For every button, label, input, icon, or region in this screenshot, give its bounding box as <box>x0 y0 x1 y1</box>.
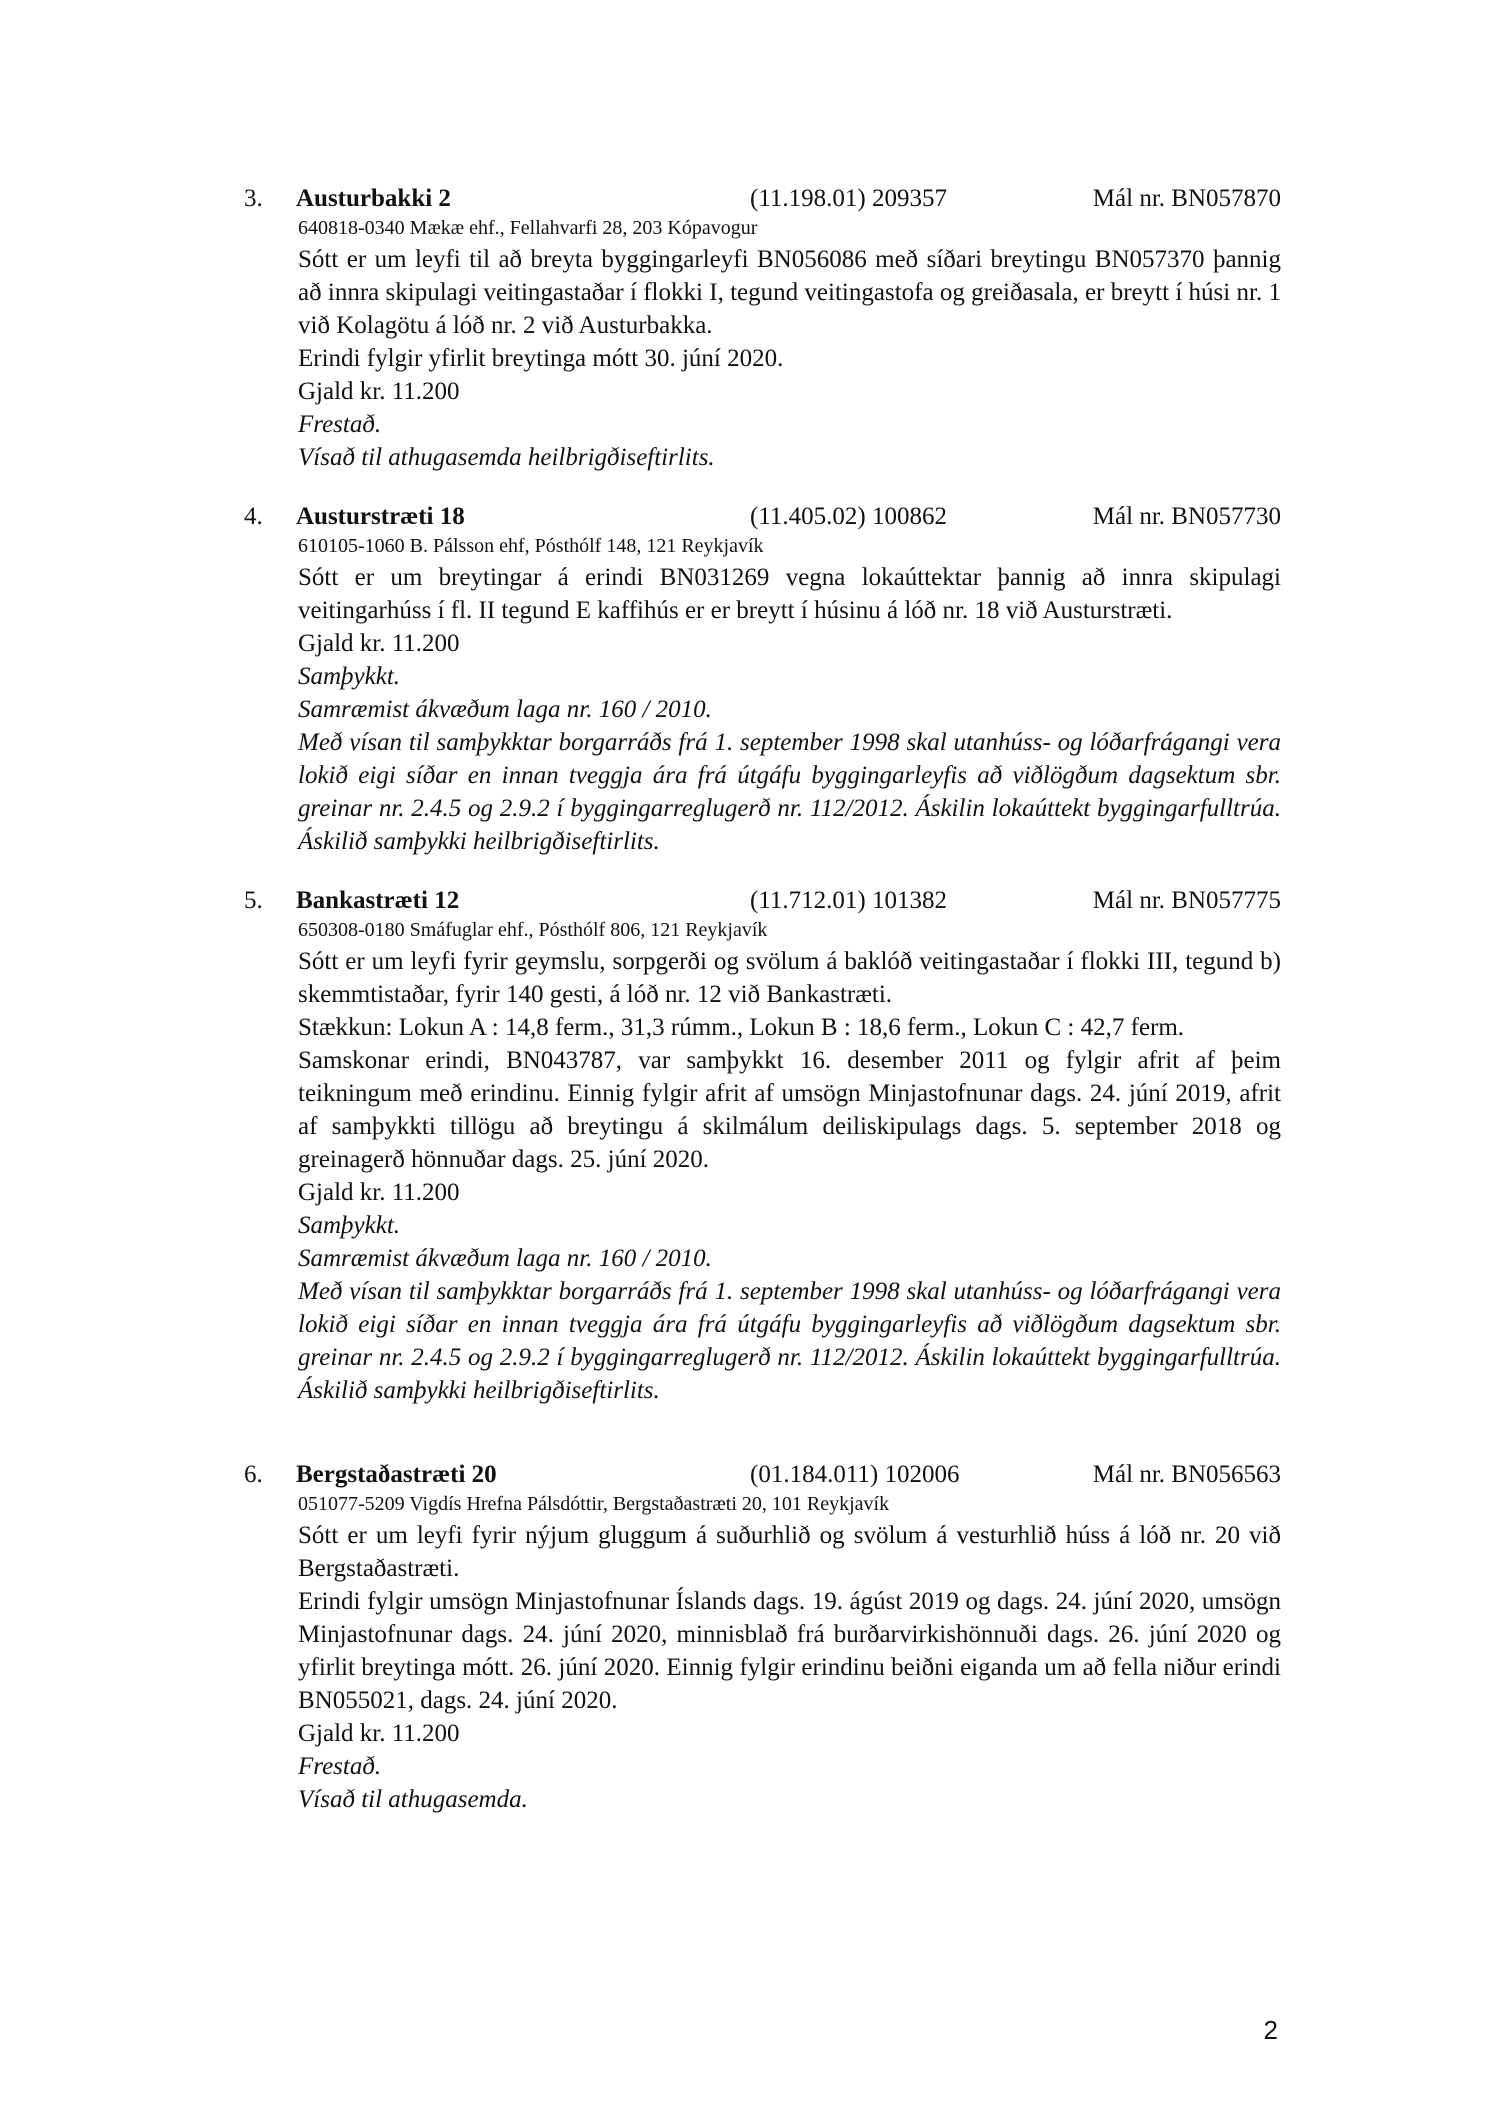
fee: Gjald kr. 11.200 <box>298 378 460 405</box>
decision: Frestað. <box>298 411 382 438</box>
remark: Vísað til athugasemda heilbrigðiseftirlits. <box>298 444 715 471</box>
fee: Gjald kr. 11.200 <box>298 1179 460 1206</box>
applicant: 650308-0180 Smáfuglar ehf., Pósthólf 806, 121 Reykjavík <box>298 919 768 941</box>
address: Bankastræti 12 <box>296 887 460 914</box>
page-number: 2 <box>1263 2015 1278 2045</box>
applicant: 610105-1060 B. Pálsson ehf, Pósthólf 148, 121 Reykjavík <box>298 535 764 557</box>
enlargement: Stækkun: Lokun A : 14,8 ferm., 31,3 rúmm., Lokun B : 18,6 ferm., Lokun C : 42,7 ferm. <box>298 1014 1185 1041</box>
entry-header <box>0 500 1500 533</box>
entry-3 <box>0 182 1500 474</box>
applicant: 640818-0340 Mækæ ehf., Fellahvarfi 28, 203 Kópavogur <box>298 217 758 239</box>
address: Bergstaðastræti 20 <box>296 1461 497 1488</box>
conditions-note: Með vísan til samþykktar borgarráðs frá 1. september 1998 skal utanhúss- og lóðarfrágangi vera lokið eigi síðar en innan tveggja ára frá útgáfu byggingarleyfis að viðlögðum dagsektum sbr. greinar nr. 2.4.5 og 2.9.2 í byggingarreglugerð nr. 112/2012. Áskilin lokaúttekt byggingarfulltrúa. Áskilið samþykki heilbrigðiseftirlits. <box>298 1278 1281 1404</box>
decision: Samþykkt. <box>298 663 401 690</box>
law-reference: Samræmist ákvæðum laga nr. 160 / 2010. <box>298 696 712 723</box>
remark: Vísað til athugasemda. <box>298 1786 528 1813</box>
property-code: (11.405.02) 100862 <box>750 503 947 530</box>
applicant: 051077-5209 Vigdís Hrefna Pálsdóttir, Bergstaðastræti 20, 101 Reykjavík <box>298 1493 890 1515</box>
history: Samskonar erindi, BN043787, var samþykkt 16. desember 2011 og fylgir afrit af þeim teikningum með erindinu. Einnig fylgir afrit af umsögn Minjastofnunar dags. 24. júní 2019, afrit af samþykkti tillögu að breytingu á skilmálum deiliskipulags dags. 5. september 2018 og greinagerð hönnuðar dags. 25. júní 2020. <box>298 1047 1281 1173</box>
conditions-note: Með vísan til samþykktar borgarráðs frá 1. september 1998 skal utanhúss- og lóðarfrágangi vera lokið eigi síðar en innan tveggja ára frá útgáfu byggingarleyfis að viðlögðum dagsektum sbr. greinar nr. 2.4.5 og 2.9.2 í byggingarreglugerð nr. 112/2012. Áskilin lokaúttekt byggingarfulltrúa. Áskilið samþykki heilbrigðiseftirlits. <box>298 729 1281 855</box>
case-number: Mál nr. BN057775 <box>1092 887 1281 914</box>
item-number: 6. <box>244 1461 263 1488</box>
entry-header <box>0 182 1500 215</box>
property-code: (11.198.01) 209357 <box>750 185 947 212</box>
entry-header <box>0 884 1500 917</box>
address: Austurstræti 18 <box>296 503 465 530</box>
attachment: Erindi fylgir yfirlit breytinga mótt 30. júní 2020. <box>298 345 784 372</box>
case-number: Mál nr. BN057730 <box>1092 503 1281 530</box>
decision: Samþykkt. <box>298 1212 401 1239</box>
decision: Frestað. <box>298 1753 382 1780</box>
item-number: 5. <box>244 887 263 914</box>
address: Austurbakki 2 <box>296 185 451 212</box>
description: Sótt er um leyfi fyrir nýjum gluggum á suðurhlið og svölum á vesturhlið húss á lóð nr. 20 við Bergstaðastræti. <box>298 1522 1281 1582</box>
description: Sótt er um leyfi fyrir geymslu, sorpgerði og svölum á baklóð veitingastaðar í flokki III, tegund b) skemmtistaðar, fyrir 140 gesti, á lóð nr. 12 við Bankastræti. <box>298 948 1281 1008</box>
item-number: 3. <box>244 185 263 212</box>
description: Sótt er um leyfi til að breyta byggingarleyfi BN056086 með síðari breytingu BN057370 þannig að innra skipulagi veitingastaðar í flokki I, tegund veitingastofa og greiðasala, er breytt í húsi nr. 1 við Kolagötu á lóð nr. 2 við Austurbakka. <box>298 246 1281 339</box>
property-code: (01.184.011) 102006 <box>750 1461 960 1488</box>
entry-header <box>0 1458 1500 1491</box>
fee: Gjald kr. 11.200 <box>298 630 460 657</box>
case-number: Mál nr. BN056563 <box>1092 1461 1281 1488</box>
case-number: Mál nr. BN057870 <box>1092 185 1281 212</box>
fee: Gjald kr. 11.200 <box>298 1720 460 1747</box>
entry-5 <box>0 884 1500 1407</box>
item-number: 4. <box>244 503 263 530</box>
attachment: Erindi fylgir umsögn Minjastofnunar Íslands dags. 19. ágúst 2019 og dags. 24. júní 2020, umsögn Minjastofnunar dags. 24. júní 2020, minnisblað frá burðarvirkishönnuði dags. 26. júní 2020 og yfirlit breytinga mótt. 26. júní 2020. Einnig fylgir erindinu beiðni eiganda um að fella niður erindi BN055021, dags. 24. júní 2020. <box>298 1588 1281 1714</box>
entry-4 <box>0 500 1500 858</box>
law-reference: Samræmist ákvæðum laga nr. 160 / 2010. <box>298 1245 712 1272</box>
description: Sótt er um breytingar á erindi BN031269 vegna lokaúttektar þannig að innra skipulagi veitingarhúss í fl. II tegund E kaffihús er er breytt í húsinu á lóð nr. 18 við Austurstræti. <box>298 564 1281 624</box>
property-code: (11.712.01) 101382 <box>750 887 947 914</box>
entry-6 <box>0 1458 1500 1816</box>
